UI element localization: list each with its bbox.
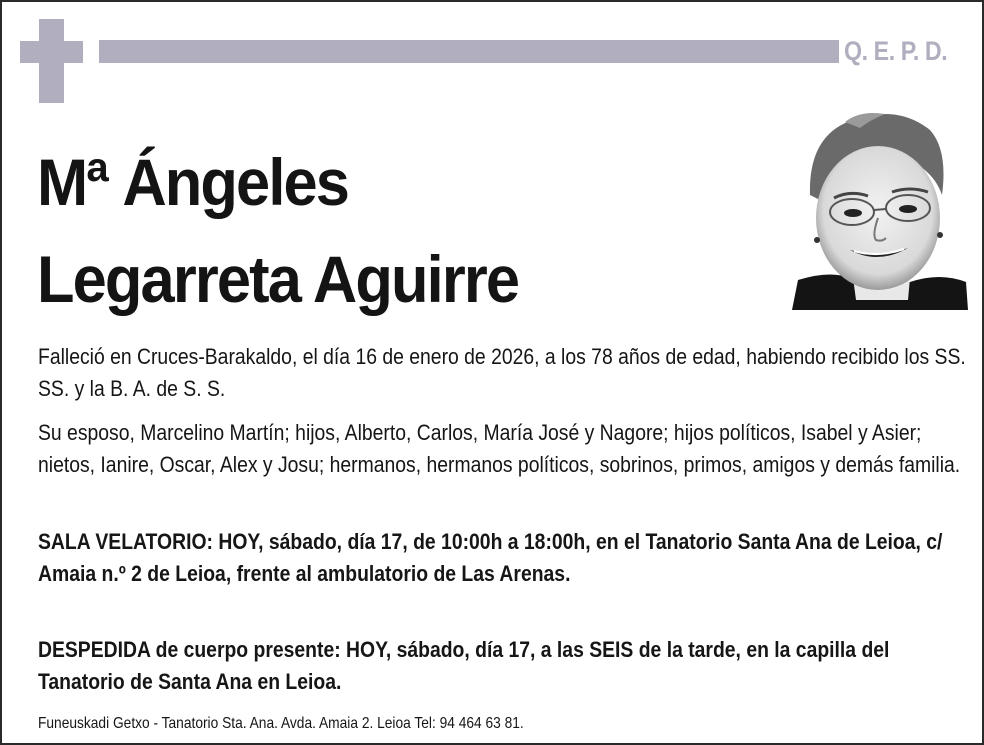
deceased-name [37,134,518,328]
name-first-line: Mª Ángeles [37,145,349,219]
cross-icon-crossbar [20,41,83,63]
header-rule [99,40,839,63]
death-announcement: Falleció en Cruces-Barakaldo, el día 16 de enero de 2026, a los 78 años de edad, habiendo recibido los SS. SS. y la B. A. de S. S. [38,344,966,401]
qepd-label: Q. E. P. D. [844,36,948,66]
family-list: Su esposo, Marcelino Martín; hijos, Alberto, Carlos, María José y Nagore; hijos políticos, Isabel y Asier; nietos, Ianire, Oscar, Alex y Josu; hermanos, hermanos políticos, sobrinos, primos, amigos y demás familia. [38,420,961,477]
farewell-info: DESPEDIDA de cuerpo presente: HOY, sábado, día 17, a las SEIS de la tarde, en la capilla del Tanatorio de Santa Ana en Leioa. [38,637,890,694]
portrait-icon [790,100,968,310]
name-second-line: Legarreta Aguirre [37,242,519,316]
portrait-photo [790,100,968,310]
wake-info: SALA VELATORIO: HOY, sábado, día 17, de 10:00h a 18:00h, en el Tanatorio Santa Ana de Leioa, c/ Amaia n.º 2 de Leioa, frente al ambulatorio de Las Arenas. [38,529,943,586]
funeral-home-contact: Funeuskadi Getxo - Tanatorio Sta. Ana. Avda. Amaia 2. Leioa Tel: 94 464 63 81. [38,715,524,732]
